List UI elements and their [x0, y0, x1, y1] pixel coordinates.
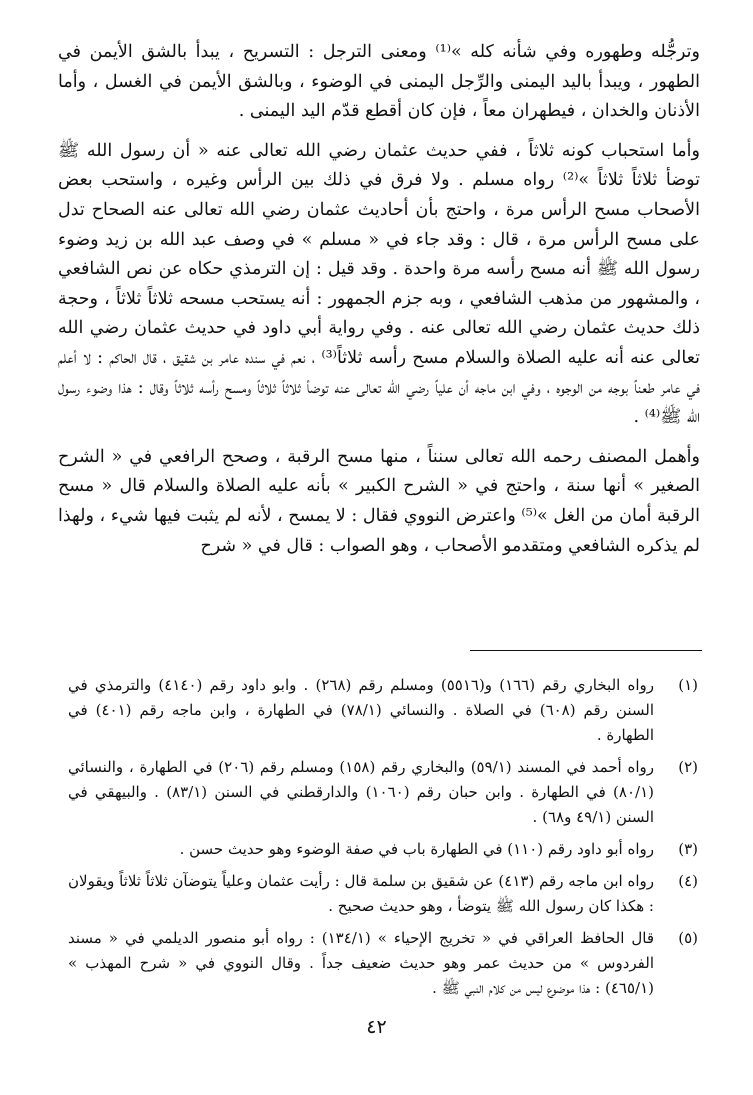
paragraph-1: وترجُّله وطهوره وفي شأنه كله »⁽¹⁾ ومعنى الترجل : التسريح ، يبدأ بالشق الأيمن في الطهور ، ويبدأ باليد اليمنى والرِّجل اليمنى في الوضوء ، وبالشق الأيمن في الغسل ، وأما الأذنان والخدان ، فيطهران معاً ، فإن كان أقطع قدّم اليد اليمنى . [58, 42, 700, 122]
footnote-1 [68, 673, 698, 748]
footnote-3 [68, 837, 698, 862]
footnote-number: (٥) [678, 929, 698, 947]
paragraph-2: وأما استحباب كونه ثلاثاً ، ففي حديث عثمان رضي الله تعالى عنه « أن رسول الله ﷺ توضأ ثلاثاً ثلاثاً »⁽²⁾ رواه مسلم . ولا فرق في ذلك بين الرأس وغيره ، واستحب بعض الأصحاب مسح الرأس مرة ، واحتج بأن أحاديث عثمان رضي الله تعالى عنه الصحاح تدل على مسح الرأس مرة ، قال : وقد جاء في « مسلم » في وصف عبد الله بن زيد وضوء رسول الله ﷺ أنه مسح رأسه مرة واحدة . وقد قيل : إن الترمذي حكاه عن نص الشافعي ، والمشهور من مذهب الشافعي ، وبه جزم الجمهور : أنه يستحب مسحه ثلاثاً ثلاثاً ، وحجة ذلك حديث عثمان رضي الله تعالى عنه . وفي رواية أبي داود في حديث عثمان رضي الله تعالى عنه أنه عليه الصلاة والسلام مسح رأسه ثلاثاً⁽³⁾ ، نعم في سنده عامر بن شقيق ، قال الحاكم : لا أعلم في عامر طعناً بوجه من الوجوه ، وفي ابن ماجه أن علياً رضي الله تعالى عنه توضأ ثلاثاً ثلاثاً ومسح رأسه ثلاثاً وقال : هذا وضوء رسول الله ﷺ⁽⁴⁾ . [58, 140, 701, 428]
footnote-text: رواه ابن ماجه رقم (٤١٣) عن شقيق بن سلمة قال : رأيت عثمان وعلياً يتوضآن ثلاثاً ثلاثاً ويقولان : هكذا كان رسول الله ﷺ يتوضأ ، وهو حديث صحيح . [68, 872, 655, 915]
main-text [58, 38, 700, 561]
footnote-number: (٤) [678, 872, 698, 890]
footnote-divider [470, 650, 702, 651]
page-number: ٤٢ [366, 1016, 387, 1038]
footnote-number: (١) [678, 676, 698, 694]
footnote-4 [68, 869, 698, 919]
footnotes-section [68, 673, 698, 1008]
footnote-text: رواه البخاري رقم (١٦٦) و(٥٥١٦) ومسلم رقم (٢٦٨) . وابو داود رقم (٤١٤٠) والترمذي في السنن رقم (٦٠٨) في الصلاة . والنسائي (٧٨/١) في الطهارة ، وابن ماجه رقم (٤٠١) في الطهارة . [68, 676, 654, 744]
paragraph-3: وأهمل المصنف رحمه الله تعالى سنناً ، منها مسح الرقبة ، وصحح الرافعي في « الشرح الصغير » أنها سنة ، واحتج في « الشرح الكبير » بأنه عليه الصلاة والسلام قال « مسح الرقبة أمان من الغل »⁽⁵⁾ واعترض النووي فقال : لا يمسح ، لأنه لم يثبت فيها شيء ، ولهذا لم يذكره الشافعي ومتقدمو الأصحاب ، وهو الصواب : قال في « شرح [58, 446, 700, 556]
footnote-5 [68, 926, 698, 1001]
footnote-2 [68, 755, 698, 830]
footnote-number: (٣) [678, 840, 698, 858]
footnote-text: قال الحافظ العراقي في « تخريج الإحياء » (١٣٤/١) : رواه أبو منصور الديلمي في « مسند الفردوس » من حديث عمر وهو حديث ضعيف جداً . وقال النووي في « شرح المهذب » (٤٦٥/١) : هذا موضوع ليس من كلام النبي ﷺ . [68, 929, 654, 997]
footnote-text: رواه أبو داود رقم (١١٠) في الطهارة باب في صفة الوضوء وهو حديث حسن . [179, 840, 654, 858]
footnote-number: (٢) [678, 758, 698, 776]
footnote-text: رواه أحمد في المسند (٥٩/١) والبخاري رقم (١٥٨) ومسلم رقم (٢٠٦) في الطهارة ، والنسائي (٨٠/١) في الطهارة . وابن حبان رقم (١٠٦٠) والدارقطني في السنن (٨٣/١) . والبيهقي في السنن (٤٩/١ و٦٨) . [68, 758, 654, 826]
